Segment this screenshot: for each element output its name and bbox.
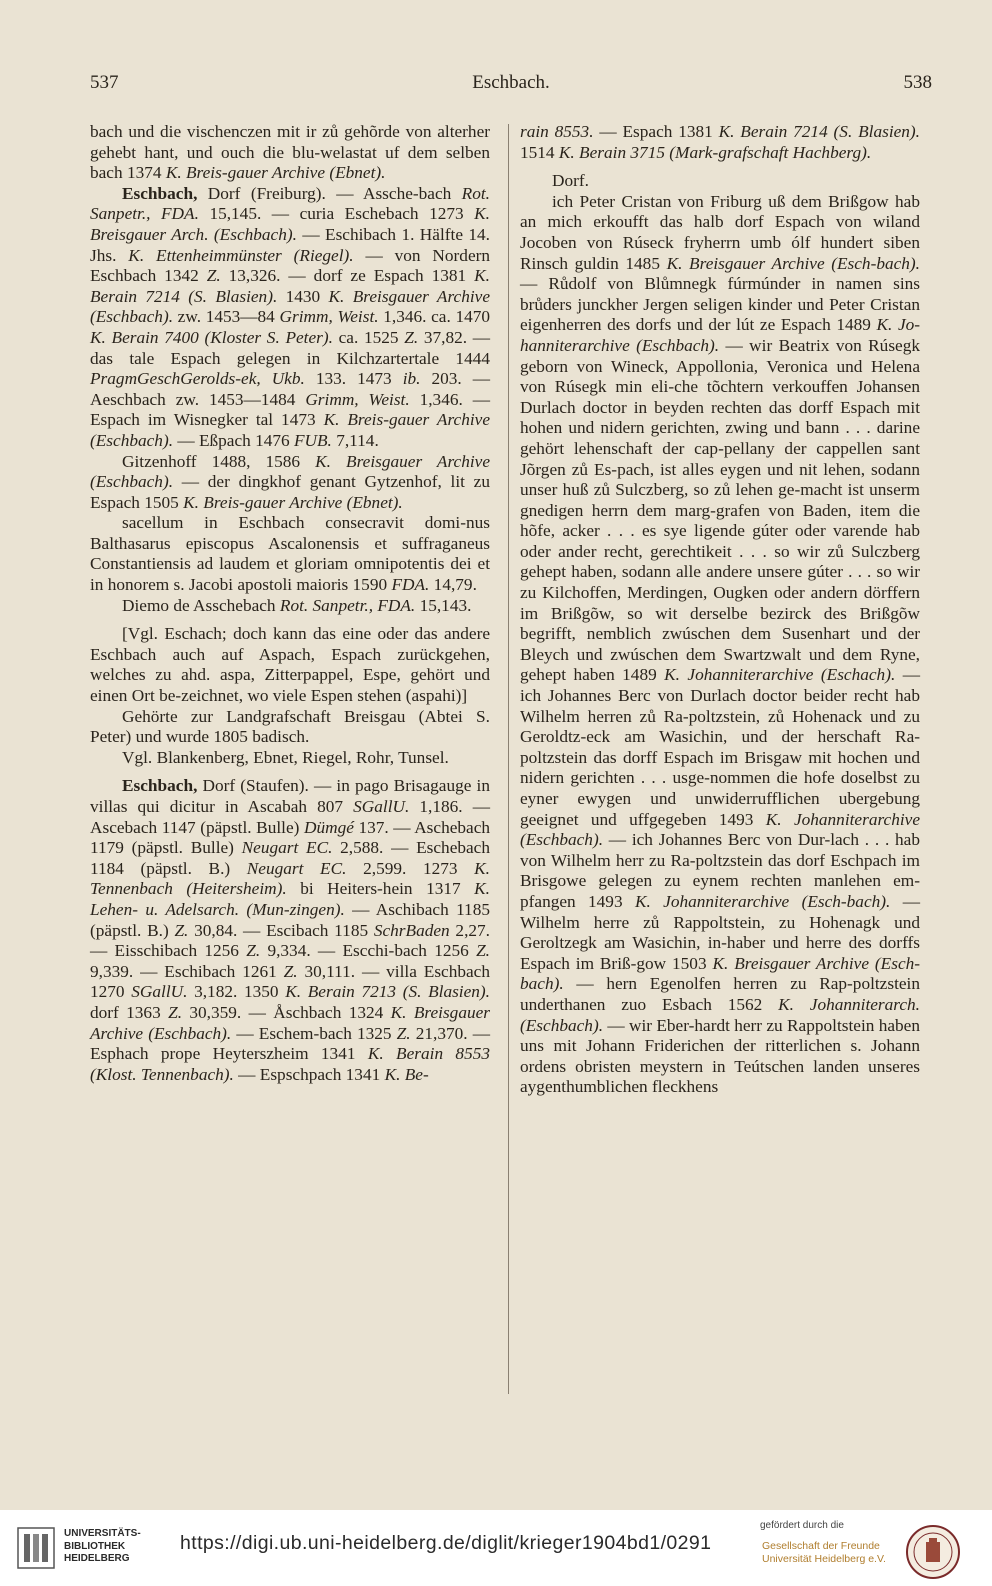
left-column: [90, 122, 490, 1085]
right-column: [520, 122, 920, 1098]
left-column-paragraph: Gitzenhoff 1488, 1586 K. Breisgauer Archive (Eschbach). — der dingkhof genant Gytzenhof, lit zu Espach 1505 K. Breis-gauer Archive (Ebnet).: [90, 451, 490, 512]
left-column-paragraph: sacellum in Eschbach consecravit domi-nus Balthasarus episcopus Ascalonensis et suffraganeus Constantiensis ad laudem et gloriam omnipotentis dei et in honorem s. Jacobi apostoli maioris 1590 FDA. 14,79.: [90, 513, 490, 595]
left-column-paragraph: Vgl. Blankenberg, Ebnet, Riegel, Rohr, Tunsel.: [122, 747, 449, 767]
funded-by-label: gefördert durch die: [760, 1520, 844, 1531]
university-library-logo-icon: [16, 1526, 56, 1570]
right-column-paragraph: Dorf.: [552, 171, 589, 191]
right-column-paragraph: ich Peter Cristan von Friburg uß dem Brißgow hab an mich erkoufft das halb dorf Espach von wiland Jocoben von Rúseck fryherrn umb ólf hundert siben Rinsch guldin 1485 K. Breisgauer Archive (Esch-bach). — Růdolf von Blůmnegk fúrmúnder in namen sins brůders junckher Jergen seligen kinder und Peter Cristan eigenherren des dorfs und der lút ze Espach 1489 K. Jo-hanniterarchive (Eschbach). — wir Beatrix von Rúsegk geborn von Wineck, Appollonia, Veronica und Helena von Rúsegk min eli-che tõchtern verkouffen Johansen Durlach doctor in beyden rechten das dorff Espach mit hohen und nidern gerichten, zwing und bann . . . darine gehört lehenschaft der cap-pellany der cappellen sant Jõrgen zů Es-pach, ist alles eygen und nit lehen, sodann unser huß zů Sulczberg, so zů lehen ge-macht ist unserm gnedigen herrn dem marg-grafen von Baden, item die hõfe, acker . . . es sye ligende gúter oder varende hab oder ander recht, gerechtikeit . . . so wir zů Sulczberg gehept haben, sodann alle andere unsere gúter . . . so wir zu Kilchoffen, Merdingen, Ougken oder andern dörffern im Brißgõw, so wit derselbe bezirck des Brißgõw begrifft, nemblich zwúschen dem Susenhart und der Bleych und zwúschen dem Swartzwalt und dem Ryne, gehept haben 1489 K. Johanniterarchive (Eschach). — ich Johannes Berc von Durlach doctor beider recht hab Wilhelm herren zů Ra-poltzstein, zů Hohenack und zu Geroldtz-eck am Wasichin, und der herschaft Ra-poltzstein das dorff Espach im Brisgaw mit hochen und nidern gerichten . . . usge-nommen die hofe doselbst zu eyner ewygen und unwiderrufflichen ubergebung geeignet und uffgegeben 1493 K. Johanniterarchive (Eschbach). — ich Johannes Berc von Dur-lach . . . hab von Wilhelm herr zu Ra-poltzstein das dorf Eschpach im Brisgowe gelegen zu eynem rechten manlehen em-pfangen 1493 K. Johanniterarchive (Esch-bach). — Wilhelm herre zů Rappoltstein, zu Hohenagk und Geroltzegk am Wasichin, in-haber und herre des dorffs Espach im Briß-gow 1503 K. Breisgauer Archive (Esch-bach). — hern Egenolfen herren zu Rap-poltzstein underthanen zuo Esbach 1562 K. Johanniterarch. (Eschbach). — wir Eber-hardt herr zu Rappoltstein haben uns mit Johann Friderichen der ritterlichen s. Johann ordens obristen meystern in Teútschen landen unseres aygenthumblichen fleckhens: [520, 191, 921, 1097]
column-divider: [508, 124, 509, 1394]
institution-name: UNIVERSITÄTS- BIBLIOTHEK HEIDELBERG: [64, 1528, 141, 1564]
running-title: Eschbach.: [472, 72, 550, 93]
society-name: Gesellschaft der Freunde Universität Heidelberg e.V.: [762, 1540, 886, 1565]
running-header: [90, 72, 932, 96]
left-column-paragraph: Eschbach, Dorf (Staufen). — in pago Brisagauge in villas qui dicitur in Ascabah 807 SGallU. 1,186. — Ascebach 1147 (päpstl. Bulle) Dümgé 137. — Aschebach 1179 (päpstl. Bulle) Neugart EC. 2,588. — Eschebach 1184 (päpstl. B.) Neugart EC. 2,599. 1273 K. Tennenbach (Heitersheim). bi Heiters-hein 1317 K. Lehen- u. Adelsarch. (Mun-zingen). — Aschibach 1185 (päpstl. B.) Z. 30,84. — Escibach 1185 SchrBaden 2,27. — Eisschibach 1256 Z. 9,334. — Escchi-bach 1256 Z. 9,339. — Eschibach 1261 Z. 30,111. — villa Eschbach 1270 SGallU. 3,182. 1350 K. Berain 7213 (S. Blasien). dorf 1363 Z. 30,359. — Åschbach 1324 K. Breisgauer Archive (Eschbach). — Eschem-bach 1325 Z. 21,370. — Esphach prope Heyterszheim 1341 K. Berain 8553 (Klost. Tennenbach). — Espschpach 1341 K. Be-: [90, 776, 491, 1084]
page-number-left: 537: [90, 72, 119, 93]
left-column-paragraph: Eschbach, Dorf (Freiburg). — Assche-bach Rot. Sanpetr., FDA. 15,145. — curia Eschebach 1273 K. Breisgauer Arch. (Eschbach). — Eschibach 1. Hälfte 14. Jhs. K. Ettenheimmünster (Riegel). — von Nordern Eschbach 1342 Z. 13,326. — dorf ze Espach 1381 K. Berain 7214 (S. Blasien). 1430 K. Breisgauer Archive (Eschbach). zw. 1453—84 Grimm, Weist. 1,346. ca. 1470 K. Berain 7400 (Kloster S. Peter). ca. 1525 Z. 37,82. — das tale Espach gelegen in Kilchzartertale 1444 PragmGeschGerolds-ek, Ukb. 133. 1473 ib. 203. — Aeschbach zw. 1453—1484 Grimm, Weist. 1,346. — Espach im Wisnegker tal 1473 K. Breis-gauer Archive (Eschbach). — Eßpach 1476 FUB. 7,114.: [90, 183, 491, 450]
left-column-paragraph: Diemo de Asschebach Rot. Sanpetr., FDA. 15,143.: [122, 595, 472, 615]
left-column-paragraph: Gehörte zur Landgrafschaft Breisgau (Abtei S. Peter) und wurde 1805 badisch.: [90, 706, 490, 747]
left-column-paragraph: bach und die vischenczen mit ir zů gehõrde von alterher gehebt hant, und ouch die blu-welastat uf dem selben bach 1374 K. Breis-gauer Archive (Ebnet).: [90, 122, 490, 183]
page-number-right: 538: [903, 72, 932, 93]
permalink-url[interactable]: https://digi.ub.uni-heidelberg.de/diglit/krieger1904bd1/0291: [180, 1532, 712, 1554]
society-seal-icon: [905, 1524, 961, 1580]
right-column-paragraph: rain 8553. — Espach 1381 K. Berain 7214 (S. Blasien). 1514 K. Berain 3715 (Mark-grafschaft Hachberg).: [520, 122, 921, 162]
viewer-footer: [0, 1510, 992, 1586]
left-column-paragraph: [Vgl. Eschach; doch kann das eine oder das andere Eschbach auch auf Aspach, Espach zurückgehen, welches zu ahd. aspa, Zitterpappel, Espe, gehört und einen Ort be-zeichnet, wo viele Espen stehen (aspahi)]: [90, 624, 490, 706]
